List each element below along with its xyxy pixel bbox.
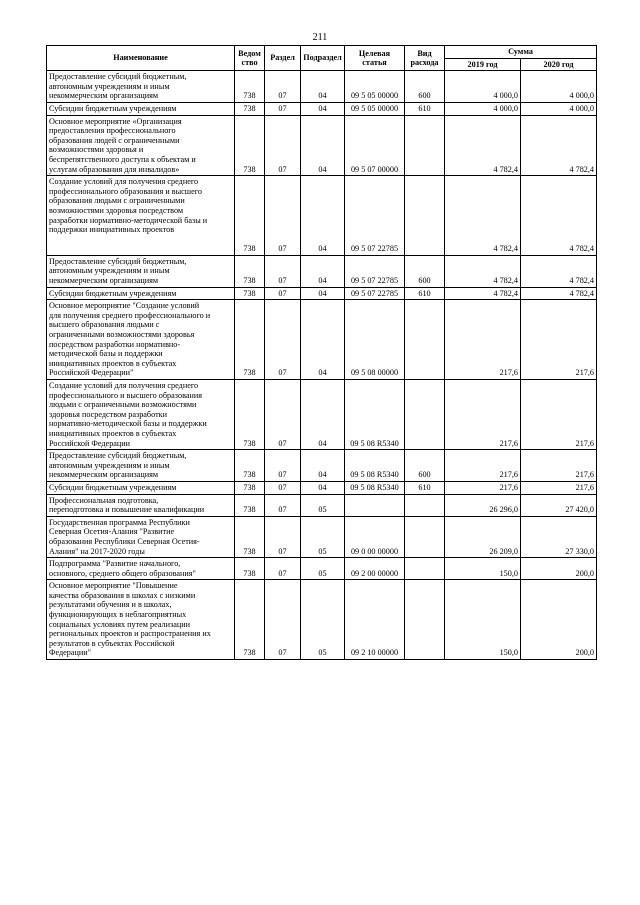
row-name: Субсидии бюджетным учреждениям xyxy=(47,481,235,494)
row-podrazdel: 04 xyxy=(301,255,345,287)
row-vedomstvo: 738 xyxy=(235,558,265,580)
row-vedomstvo: 738 xyxy=(235,450,265,482)
row-name: Предоставление субсидий бюджетным, автономным учреждениям и иным некоммерческим организациям xyxy=(47,255,235,287)
row-vid xyxy=(405,516,445,557)
table-row xyxy=(47,516,597,557)
row-vid: 610 xyxy=(405,102,445,115)
table-row xyxy=(47,450,597,482)
row-sum-2020: 217,6 xyxy=(521,380,597,450)
row-razdel: 07 xyxy=(265,102,301,115)
row-vid xyxy=(405,580,445,660)
row-podrazdel: 04 xyxy=(301,71,345,103)
row-razdel: 07 xyxy=(265,450,301,482)
row-vid: 600 xyxy=(405,450,445,482)
table-row xyxy=(47,580,597,660)
row-podrazdel: 04 xyxy=(301,450,345,482)
row-name: Основное мероприятие «Организация предоставления профессионального образования людей с ограниченными возможностями здоровья и беспрепятственного доступа к объектам и услугам образования для инвалидов» xyxy=(47,115,235,176)
row-vedomstvo: 738 xyxy=(235,580,265,660)
row-sum-2020: 27 330,0 xyxy=(521,516,597,557)
row-name: Создание условий для получения среднего профессионального и высшего образования людьми с ограниченными возможностями здоровья посредством разработки нормативно-методической базы и поддержки инициативных проектов в субъектах Российской Федерации xyxy=(47,380,235,450)
row-razdel: 07 xyxy=(265,380,301,450)
header-razdel: Раздел xyxy=(265,46,301,71)
row-sum-2020: 27 420,0 xyxy=(521,494,597,516)
row-vedomstvo: 738 xyxy=(235,115,265,176)
header-2020: 2020 год xyxy=(521,58,597,71)
row-sum-2020: 4 782,4 xyxy=(521,255,597,287)
row-vedomstvo: 738 xyxy=(235,494,265,516)
row-razdel: 07 xyxy=(265,71,301,103)
row-podrazdel: 04 xyxy=(301,102,345,115)
table-row xyxy=(47,300,597,380)
row-vedomstvo: 738 xyxy=(235,71,265,103)
table-row xyxy=(47,558,597,580)
row-vedomstvo: 738 xyxy=(235,481,265,494)
row-razdel: 07 xyxy=(265,494,301,516)
row-celevaya: 09 5 08 R5340 xyxy=(345,481,405,494)
table-row xyxy=(47,380,597,450)
row-celevaya: 09 5 07 22785 xyxy=(345,176,405,256)
row-vid xyxy=(405,300,445,380)
row-celevaya: 09 5 05 00000 xyxy=(345,71,405,103)
row-razdel: 07 xyxy=(265,300,301,380)
row-celevaya: 09 2 00 00000 xyxy=(345,558,405,580)
row-sum-2020: 217,6 xyxy=(521,450,597,482)
row-celevaya: 09 5 08 00000 xyxy=(345,300,405,380)
table-header xyxy=(47,46,597,71)
row-name: Основное мероприятие "Создание условий для получения среднего профессионального и высшего образования людьми с ограниченными возможностями здоровья посредством разработки нормативно- методической базы и поддержки инициативных проектов в субъектах Российской Федерации" xyxy=(47,300,235,380)
row-celevaya: 09 5 07 22785 xyxy=(345,287,405,300)
row-podrazdel: 05 xyxy=(301,494,345,516)
table-row xyxy=(47,71,597,103)
row-sum-2019: 4 782,4 xyxy=(445,287,521,300)
row-sum-2020: 4 782,4 xyxy=(521,287,597,300)
table-row xyxy=(47,494,597,516)
row-podrazdel: 05 xyxy=(301,558,345,580)
row-name: Субсидии бюджетным учреждениям xyxy=(47,287,235,300)
row-vid: 600 xyxy=(405,255,445,287)
row-sum-2020: 4 782,4 xyxy=(521,115,597,176)
row-sum-2020: 200,0 xyxy=(521,558,597,580)
row-razdel: 07 xyxy=(265,176,301,256)
row-sum-2020: 217,6 xyxy=(521,300,597,380)
row-sum-2019: 4 782,4 xyxy=(445,255,521,287)
row-sum-2019: 4 782,4 xyxy=(445,115,521,176)
table-row xyxy=(47,287,597,300)
row-sum-2020: 217,6 xyxy=(521,481,597,494)
row-sum-2020: 4 782,4 xyxy=(521,176,597,256)
header-vid: Вид расхода xyxy=(405,46,445,71)
row-vedomstvo: 738 xyxy=(235,300,265,380)
row-podrazdel: 05 xyxy=(301,580,345,660)
row-vid xyxy=(405,380,445,450)
row-podrazdel: 04 xyxy=(301,481,345,494)
row-vid xyxy=(405,115,445,176)
row-vedomstvo: 738 xyxy=(235,255,265,287)
row-name: Предоставление субсидий бюджетным, автономным учреждениям и иным некоммерческим организациям xyxy=(47,71,235,103)
budget-table xyxy=(46,45,597,660)
table-body xyxy=(47,71,597,660)
table-row xyxy=(47,255,597,287)
row-sum-2019: 26 296,0 xyxy=(445,494,521,516)
row-vedomstvo: 738 xyxy=(235,287,265,300)
row-vid: 610 xyxy=(405,287,445,300)
row-sum-2019: 26 209,0 xyxy=(445,516,521,557)
row-sum-2019: 4 782,4 xyxy=(445,176,521,256)
row-vedomstvo: 738 xyxy=(235,176,265,256)
row-vid xyxy=(405,494,445,516)
row-celevaya: 09 2 10 00000 xyxy=(345,580,405,660)
page-number: 211 xyxy=(312,32,328,43)
header-summa: Сумма xyxy=(445,46,597,59)
row-podrazdel: 04 xyxy=(301,380,345,450)
row-podrazdel: 04 xyxy=(301,115,345,176)
row-podrazdel: 04 xyxy=(301,176,345,256)
row-sum-2019: 150,0 xyxy=(445,558,521,580)
row-name: Создание условий для получения среднего профессионального образования и высшего образования людьми с ограниченными возможностями здоровья посредством разработки нормативно-методической базы и поддержки инициативных проектов xyxy=(47,176,235,256)
row-razdel: 07 xyxy=(265,481,301,494)
table-row xyxy=(47,115,597,176)
row-podrazdel: 04 xyxy=(301,287,345,300)
table-row xyxy=(47,481,597,494)
header-celevaya: Целевая статья xyxy=(345,46,405,71)
row-vedomstvo: 738 xyxy=(235,102,265,115)
row-name: Подпрограмма "Развитие начального, основного, среднего общего образования" xyxy=(47,558,235,580)
row-name: Субсидии бюджетным учреждениям xyxy=(47,102,235,115)
row-sum-2019: 217,6 xyxy=(445,380,521,450)
row-vedomstvo: 738 xyxy=(235,516,265,557)
row-celevaya: 09 5 08 R5340 xyxy=(345,380,405,450)
row-name: Предоставление субсидий бюджетным, автономным учреждениям и иным некоммерческим организациям xyxy=(47,450,235,482)
header-podrazdel: Подраздел xyxy=(301,46,345,71)
row-sum-2019: 4 000,0 xyxy=(445,102,521,115)
row-vedomstvo: 738 xyxy=(235,380,265,450)
row-razdel: 07 xyxy=(265,516,301,557)
row-vid: 600 xyxy=(405,71,445,103)
row-name: Профессиональная подготовка, переподготовка и повышение квалификации xyxy=(47,494,235,516)
row-celevaya: 09 0 00 00000 xyxy=(345,516,405,557)
row-sum-2020: 4 000,0 xyxy=(521,102,597,115)
row-celevaya: 09 5 05 00000 xyxy=(345,102,405,115)
row-celevaya: 09 5 07 22785 xyxy=(345,255,405,287)
row-sum-2019: 217,6 xyxy=(445,300,521,380)
row-razdel: 07 xyxy=(265,255,301,287)
row-sum-2020: 200,0 xyxy=(521,580,597,660)
row-sum-2019: 217,6 xyxy=(445,450,521,482)
row-podrazdel: 05 xyxy=(301,516,345,557)
row-razdel: 07 xyxy=(265,558,301,580)
header-name: Наименование xyxy=(47,46,235,71)
row-razdel: 07 xyxy=(265,580,301,660)
row-celevaya xyxy=(345,494,405,516)
row-celevaya: 09 5 08 R5340 xyxy=(345,450,405,482)
row-celevaya: 09 5 07 00000 xyxy=(345,115,405,176)
row-name: Государственная программа Республики Северная Осетия-Алания "Развитие образования Республики Северная Осетия- Алания" на 2017-2020 годы xyxy=(47,516,235,557)
row-podrazdel: 04 xyxy=(301,300,345,380)
row-sum-2019: 150,0 xyxy=(445,580,521,660)
row-vid xyxy=(405,558,445,580)
row-razdel: 07 xyxy=(265,287,301,300)
table-row xyxy=(47,102,597,115)
header-vedomstvo: Ведом ство xyxy=(235,46,265,71)
row-razdel: 07 xyxy=(265,115,301,176)
row-sum-2020: 4 000,0 xyxy=(521,71,597,103)
header-2019: 2019 год xyxy=(445,58,521,71)
row-vid: 610 xyxy=(405,481,445,494)
table-row xyxy=(47,176,597,256)
row-vid xyxy=(405,176,445,256)
row-sum-2019: 217,6 xyxy=(445,481,521,494)
row-sum-2019: 4 000,0 xyxy=(445,71,521,103)
row-name: Основное мероприятие "Повышение качества образования в школах с низкими результатами обучения и в школах, функционирующих в неблагоприятных социальных условиях путем реализации региональных проектов и распространения их результатов в субъектах Российской Федерации" xyxy=(47,580,235,660)
